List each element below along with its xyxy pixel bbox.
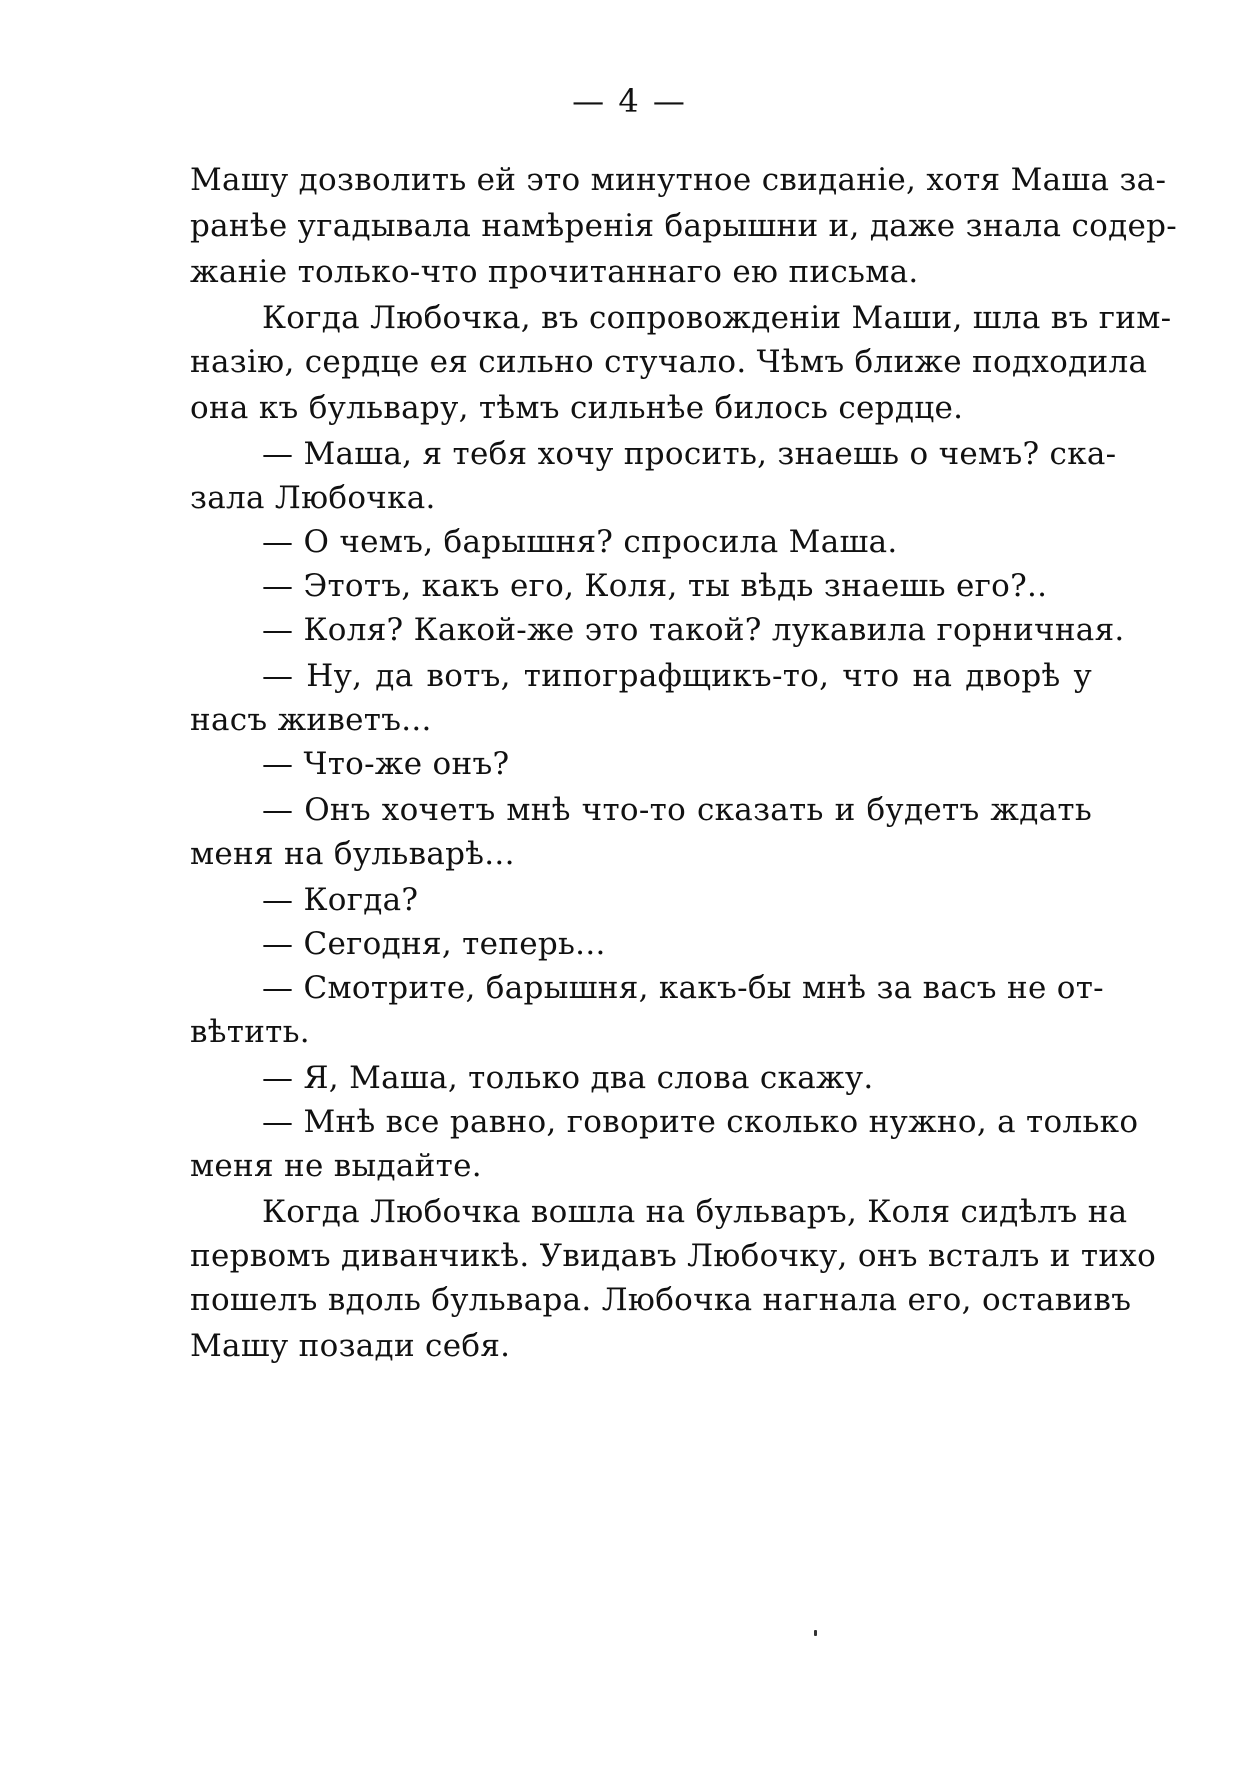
text-line: она къ бульвару, тѣмъ сильнѣе билось сердце.	[190, 390, 964, 426]
text-line: — Смотрите, барышня, какъ-бы мнѣ за васъ не от-	[262, 970, 1104, 1006]
text-line: — Онъ хочетъ мнѣ что-то сказать и будетъ ждать	[262, 792, 1092, 828]
text-line: — Мнѣ все равно, говорите сколько нужно, а только	[262, 1104, 1139, 1140]
text-line: Машу позади себя.	[190, 1328, 511, 1364]
text-line: — Сегодня, теперь...	[262, 926, 606, 962]
text-line: ранѣе угадывала намѣренія барышни и, даже знала содер-	[190, 208, 1178, 244]
text-line: — Что-же онъ?	[262, 746, 510, 782]
text-line: первомъ диванчикѣ. Увидавъ Любочку, онъ всталъ и тихо	[190, 1238, 1157, 1274]
text-line: пошелъ вдоль бульвара. Любочка нагнала его, оставивъ	[190, 1282, 1132, 1318]
text-line: Когда Любочка, въ сопровожденіи Маши, шла въ гим-	[262, 300, 1172, 336]
text-line: — Ну, да вотъ, типографщикъ-то, что на дворѣ у	[262, 658, 1092, 694]
text-line: меня не выдайте.	[190, 1148, 482, 1184]
text-line: назію, сердце ея сильно стучало. Чѣмъ ближе подходила	[190, 344, 1148, 380]
text-line: — О чемъ, барышня? спросила Маша.	[262, 524, 898, 560]
page-number: — 4 —	[572, 82, 687, 120]
text-line: — Когда?	[262, 882, 419, 918]
text-line: — Коля? Какой-же это такой? лукавила горничная.	[262, 612, 1125, 648]
ink-speck	[814, 1630, 817, 1636]
text-line: Когда Любочка вошла на бульваръ, Коля сидѣлъ на	[262, 1194, 1128, 1230]
text-line: — Этотъ, какъ его, Коля, ты вѣдь знаешь его?..	[262, 568, 1048, 604]
text-line: вѣтить.	[190, 1014, 310, 1050]
text-line: насъ живетъ...	[190, 702, 432, 738]
text-line: меня на бульварѣ...	[190, 836, 515, 872]
text-line: — Я, Маша, только два слова скажу.	[262, 1060, 874, 1096]
text-line: Машу дозволить ей это минутное свиданіе, хотя Маша за-	[190, 162, 1167, 198]
text-line: — Маша, я тебя хочу просить, знаешь о чемъ? ска-	[262, 436, 1117, 472]
text-line: зала Любочка.	[190, 480, 436, 516]
text-line: жаніе только-что прочитаннаго ею письма.	[190, 254, 919, 290]
